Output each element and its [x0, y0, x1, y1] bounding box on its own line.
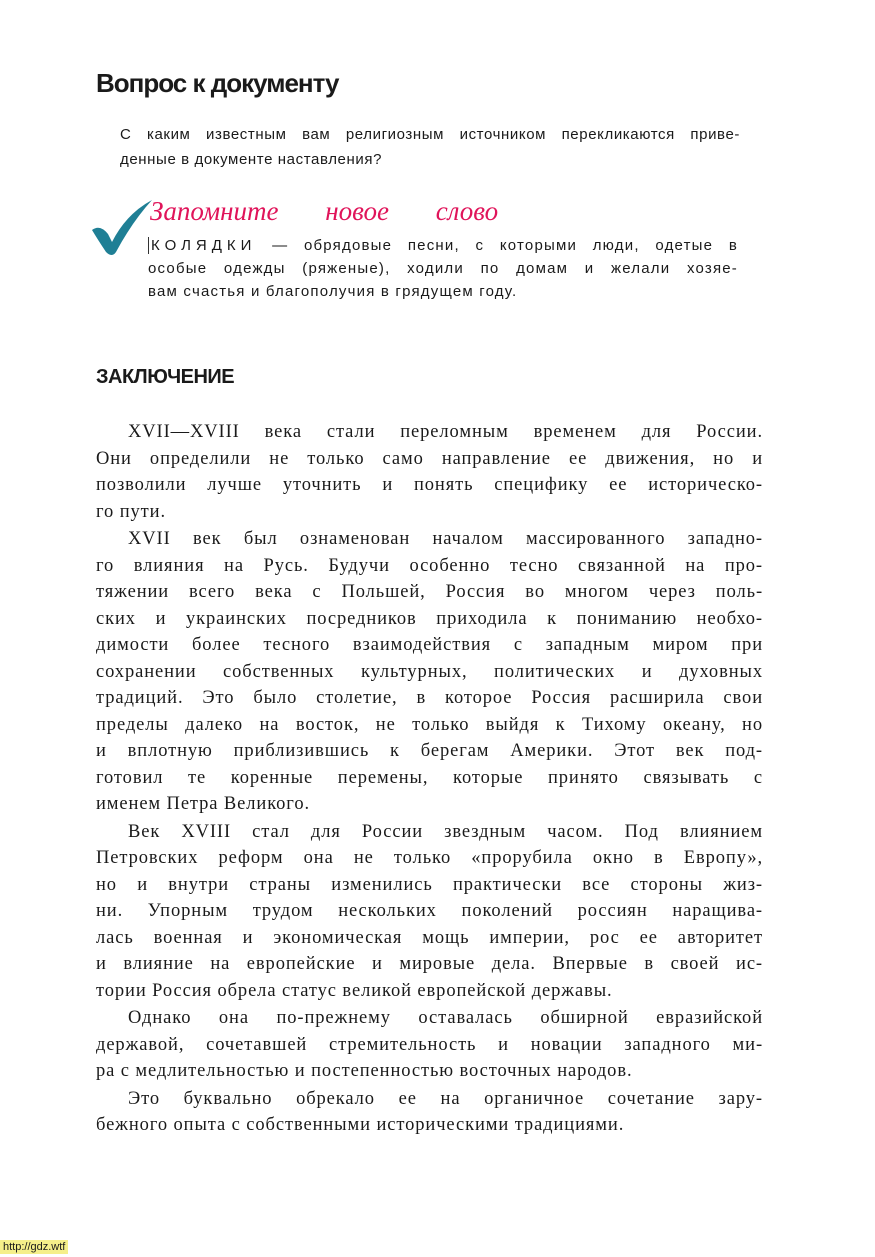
- checkmark-icon: [86, 196, 156, 258]
- paragraph-line: традиций. Это было столетие, в которое Россия расширила свои: [96, 688, 763, 708]
- paragraph-line: тяжении всего века с Польшей, Россия во многом через поль-: [96, 582, 763, 602]
- paragraph: [96, 526, 763, 818]
- paragraph-line: ни. Упорным трудом нескольких поколений россиян наращива-: [96, 901, 763, 921]
- definition: [148, 234, 738, 303]
- paragraph: [96, 1086, 763, 1139]
- paragraph-line: Они определили не только само направление ее движения, но и: [96, 448, 763, 469]
- paragraph-line: державой, сочетавшей стремительность и новации западного ми-: [96, 1034, 763, 1055]
- definition-term: КОЛЯДКИ: [148, 237, 256, 254]
- definition-line: вам счастья и благополучия в грядущем году.: [148, 283, 518, 300]
- paragraph-line: пределы далеко на восток, не только выйдя к Тихому океану, но: [96, 714, 763, 735]
- paragraph: [96, 819, 763, 1005]
- definition-line: — обрядовые песни, с которыми люди, одетые в: [272, 237, 738, 254]
- paragraph-line: сохранении собственных культурных, политических и духовных: [96, 661, 763, 682]
- question-line: денные в документе наставления?: [120, 151, 383, 168]
- paragraph-line: XVII—XVIII века стали переломным временем для России.: [128, 422, 763, 442]
- source-url[interactable]: http://gdz.wtf: [0, 1240, 68, 1254]
- paragraph-line: Петровских реформ она не только «прорубила окно в Европу»,: [96, 848, 763, 868]
- question-text: [120, 122, 740, 172]
- paragraph-line: димости более тесного взаимодействия с западным миром при: [96, 635, 763, 655]
- question-line: С каким известным вам религиозным источником перекликаются приве-: [120, 126, 740, 143]
- paragraph-line: лась военная и экономическая мощь империи, рос ее авторитет: [96, 927, 763, 948]
- paragraph-line: Это буквально обрекало ее на органичное сочетание зару-: [128, 1088, 763, 1109]
- paragraph-line: и влияние на европейские и мировые дела. Впервые в своей ис-: [96, 954, 763, 974]
- conclusion-heading: ЗАКЛЮЧЕНИЕ: [96, 366, 235, 388]
- paragraph-line: го влияния на Русь. Будучи особенно тесно связанной на про-: [96, 555, 763, 576]
- paragraph-line: готовил те коренные перемены, которые принято связывать с: [96, 767, 763, 788]
- paragraph-line: бежного опыта с собственными историческими традициями.: [96, 1115, 625, 1135]
- paragraph-line: тории Россия обрела статус великой европейской державы.: [96, 980, 613, 1001]
- paragraph-line: XVII век был ознаменован началом массированного западно-: [128, 529, 763, 549]
- paragraph-line: го пути.: [96, 501, 166, 522]
- paragraph-line: но и внутри страны изменились практически все стороны жиз-: [96, 874, 763, 895]
- paragraph-line: позволили лучше уточнить и понять специфику ее историческо-: [96, 475, 763, 495]
- question-heading: Вопрос к документу: [96, 68, 339, 98]
- paragraph-line: Век XVIII стал для России звездным часом. Под влиянием: [128, 821, 763, 842]
- paragraph-line: и вплотную приблизившись к берегам Америки. Этот век под-: [96, 741, 763, 761]
- paragraph-line: ра с медлительностью и постепенностью восточных народов.: [96, 1061, 633, 1081]
- paragraph-line: именем Петра Великого.: [96, 794, 311, 814]
- paragraph: [96, 419, 763, 525]
- conclusion-body: [96, 419, 763, 1140]
- paragraph-line: Однако она по-прежнему оставалась обширной евразийской: [128, 1008, 763, 1028]
- paragraph: [96, 1005, 763, 1085]
- paragraph-line: ских и украинских посредников приходила к пониманию необхо-: [96, 608, 763, 629]
- definition-line: особые одежды (ряженые), ходили по домам и желали хозяе-: [148, 260, 738, 277]
- remember-heading: Запомните новое слово: [150, 196, 499, 226]
